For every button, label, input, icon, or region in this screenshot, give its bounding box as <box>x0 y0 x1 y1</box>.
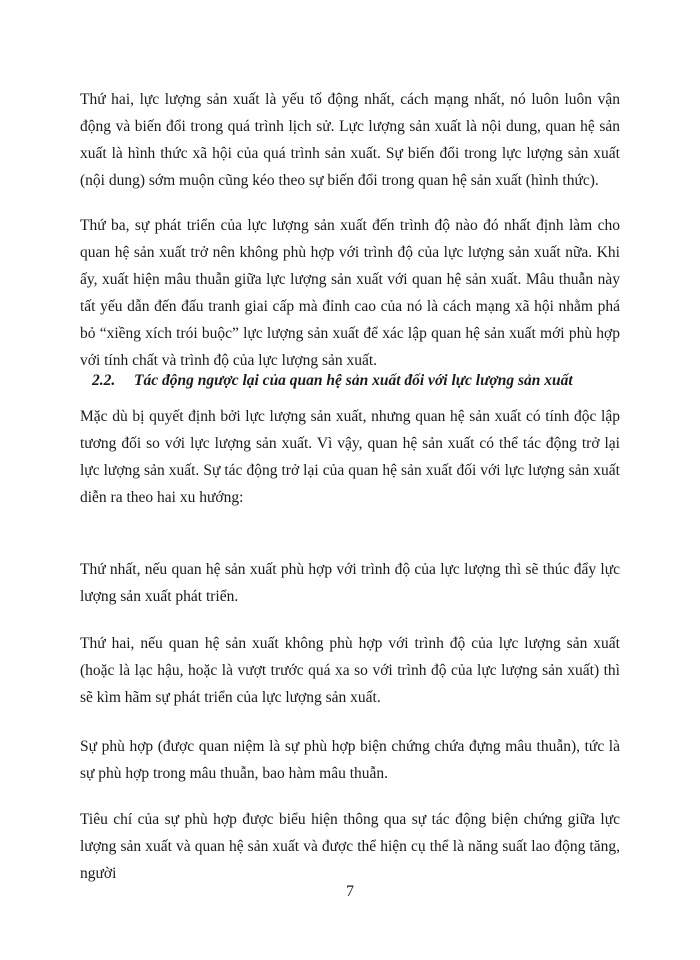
paragraph-thu-hai-llsx: Thứ hai, lực lượng sản xuất là yếu tố động nhất, cách mạng nhất, nó luôn luôn vận động và biến đổi trong quá trình lịch sử. Lực lượng sản xuất là nội dung, quan hệ sản xuất là hình thức xã hội của quá trình sản xuất. Sự biến đổi trong lực lượng sản xuất (nội dung) sớm muộn cũng kéo theo sự biến đổi trong quan hệ sản xuất (hình thức). <box>80 91 620 189</box>
paragraph-su-phu-hop: Sự phù hợp (được quan niệm là sự phù hợp biện chứng chứa đựng mâu thuẫn), tức là sự phù hợp trong mâu thuẫn, bao hàm mâu thuẫn. <box>80 738 620 782</box>
paragraph-thu-ba: Thứ ba, sự phát triển của lực lượng sản xuất đến trình độ nào đó nhất định làm cho quan hệ sản xuất trở nên không phù hợp với trình độ của lực lượng sản xuất nữa. Khi ấy, xuất hiện mâu thuẫn giữa lực lượng sản xuất với quan hệ sản xuất. Mâu thuẫn này tất yếu dẫn đến đấu tranh giai cấp mà đỉnh cao của nó là cách mạng xã hội nhằm phá bỏ “xiềng xích trói buộc” lực lượng sản xuất để xác lập quan hệ sản xuất mới phù hợp với tính chất và trình độ của lực lượng sản xuất. <box>80 217 620 369</box>
section-number: 2.2. <box>92 372 116 389</box>
paragraph-mac-du: Mặc dù bị quyết định bởi lực lượng sản xuất, nhưng quan hệ sản xuất có tính độc lập tương đối so với lực lượng sản xuất. Vì vậy, quan hệ sản xuất có thể tác động trở lại lực lượng sản xuất. Sự tác động trở lại của quan hệ sản xuất đối với lực lượng sản xuất diễn ra theo hai xu hướng: <box>80 408 620 506</box>
paragraph-thu-hai-qhsx: Thứ hai, nếu quan hệ sản xuất không phù hợp với trình độ của lực lượng sản xuất (hoặc là lạc hậu, hoặc là vượt trước quá xa so với trình độ của lực lượng sản xuất) thì sẽ kìm hãm sự phát triển của lực lượng sản xuất. <box>80 635 620 706</box>
paragraph-thu-nhat: Thứ nhất, nếu quan hệ sản xuất phù hợp với trình độ của lực lượng thì sẽ thúc đẩy lực lượng sản xuất phát triển. <box>80 561 620 605</box>
page-number: 7 <box>346 883 354 900</box>
section-heading <box>92 367 632 394</box>
section-title: Tác động ngược lại của quan hệ sản xuất đối với lực lượng sản xuất <box>134 372 573 389</box>
paragraph-tieu-chi: Tiêu chí của sự phù hợp được biểu hiện thông qua sự tác động biện chứng giữa lực lượng sản xuất và quan hệ sản xuất và được thể hiện cụ thể là năng suất lao động tăng, người <box>80 811 620 882</box>
